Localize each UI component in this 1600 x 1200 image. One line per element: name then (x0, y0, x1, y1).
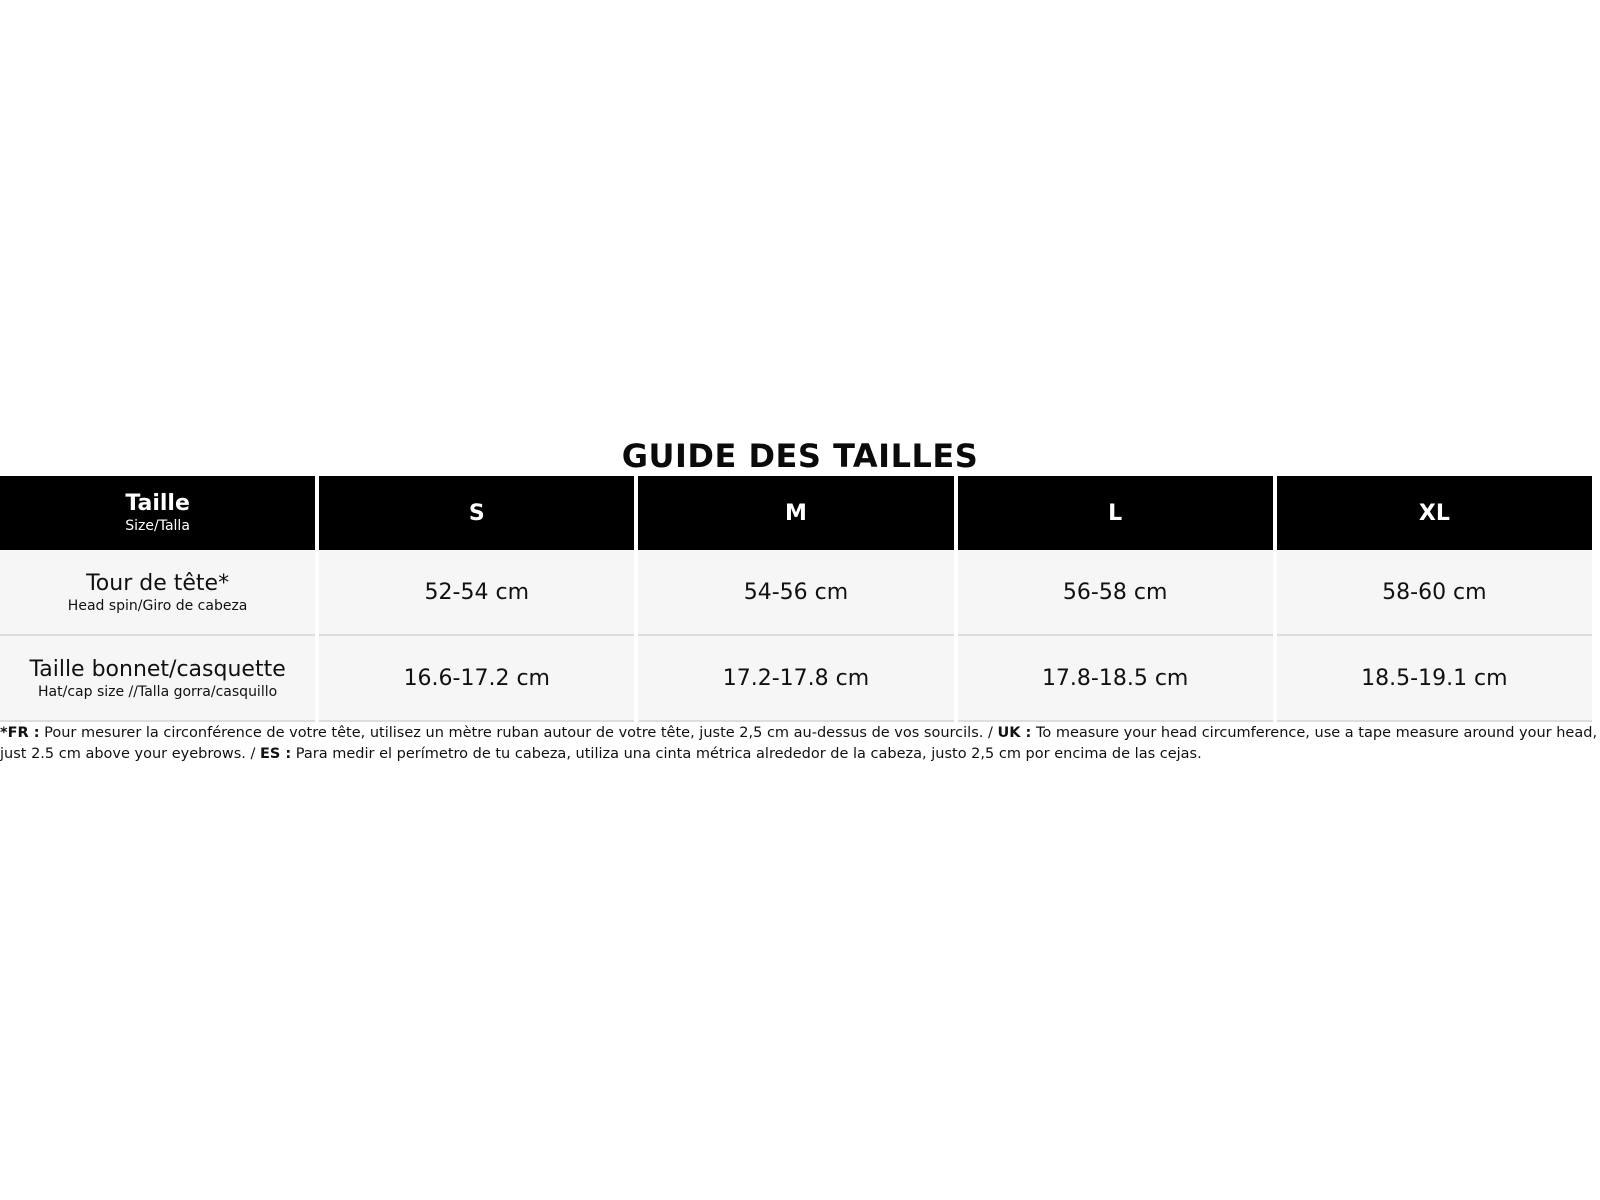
table-cell: 58-60 cm (1277, 550, 1592, 636)
note-fr-label: *FR : (0, 725, 40, 741)
note-uk-text: To measure your head circumference, use a tape measure around your head, just 2.5 cm above your eyebrows. / (0, 725, 1598, 762)
table-cell: 17.2-17.8 cm (638, 636, 953, 722)
table-cell: 16.6-17.2 cm (319, 636, 634, 722)
page-title: GUIDE DES TAILLES (621, 437, 979, 475)
row-label-sub: Hat/cap size //Talla gorra/casquillo (38, 683, 278, 700)
row-label-cell (0, 550, 315, 636)
row-label-cell (0, 636, 315, 722)
size-table (0, 476, 1596, 722)
note-uk-label: UK : (997, 725, 1032, 741)
header-size-m: M (638, 476, 953, 550)
header-label-sub: Size/Talla (125, 518, 190, 534)
header-size-label (0, 476, 315, 550)
table-row-hat-size (0, 636, 1592, 722)
table-row-head-circumference (0, 550, 1592, 636)
row-label-main: Tour de tête* (86, 570, 230, 596)
header-size-s: S (319, 476, 634, 550)
header-size-l: L (958, 476, 1273, 550)
table-cell: 52-54 cm (319, 550, 634, 636)
row-label-sub: Head spin/Giro de cabeza (67, 597, 248, 614)
note-fr-text: Pour mesurer la circonférence de votre tête, utilisez un mètre ruban autour de votre tête, juste 2,5 cm au-dessus de vos sourcils. / (39, 725, 998, 741)
table-cell: 17.8-18.5 cm (958, 636, 1273, 722)
row-label-main: Taille bonnet/casquette (29, 656, 286, 682)
header-size-xl: XL (1277, 476, 1592, 550)
table-cell: 54-56 cm (638, 550, 953, 636)
table-cell: 56-58 cm (958, 550, 1273, 636)
note-es-text: Para medir el perímetro de tu cabeza, utiliza una cinta métrica alrededor de la cabeza, justo 2,5 cm por encima de las cejas. (291, 746, 1202, 762)
measurement-note (0, 723, 1600, 765)
note-es-label: ES : (260, 746, 292, 762)
header-label-main: Taille (125, 491, 190, 516)
table-header-row (0, 476, 1592, 550)
table-cell: 18.5-19.1 cm (1277, 636, 1592, 722)
